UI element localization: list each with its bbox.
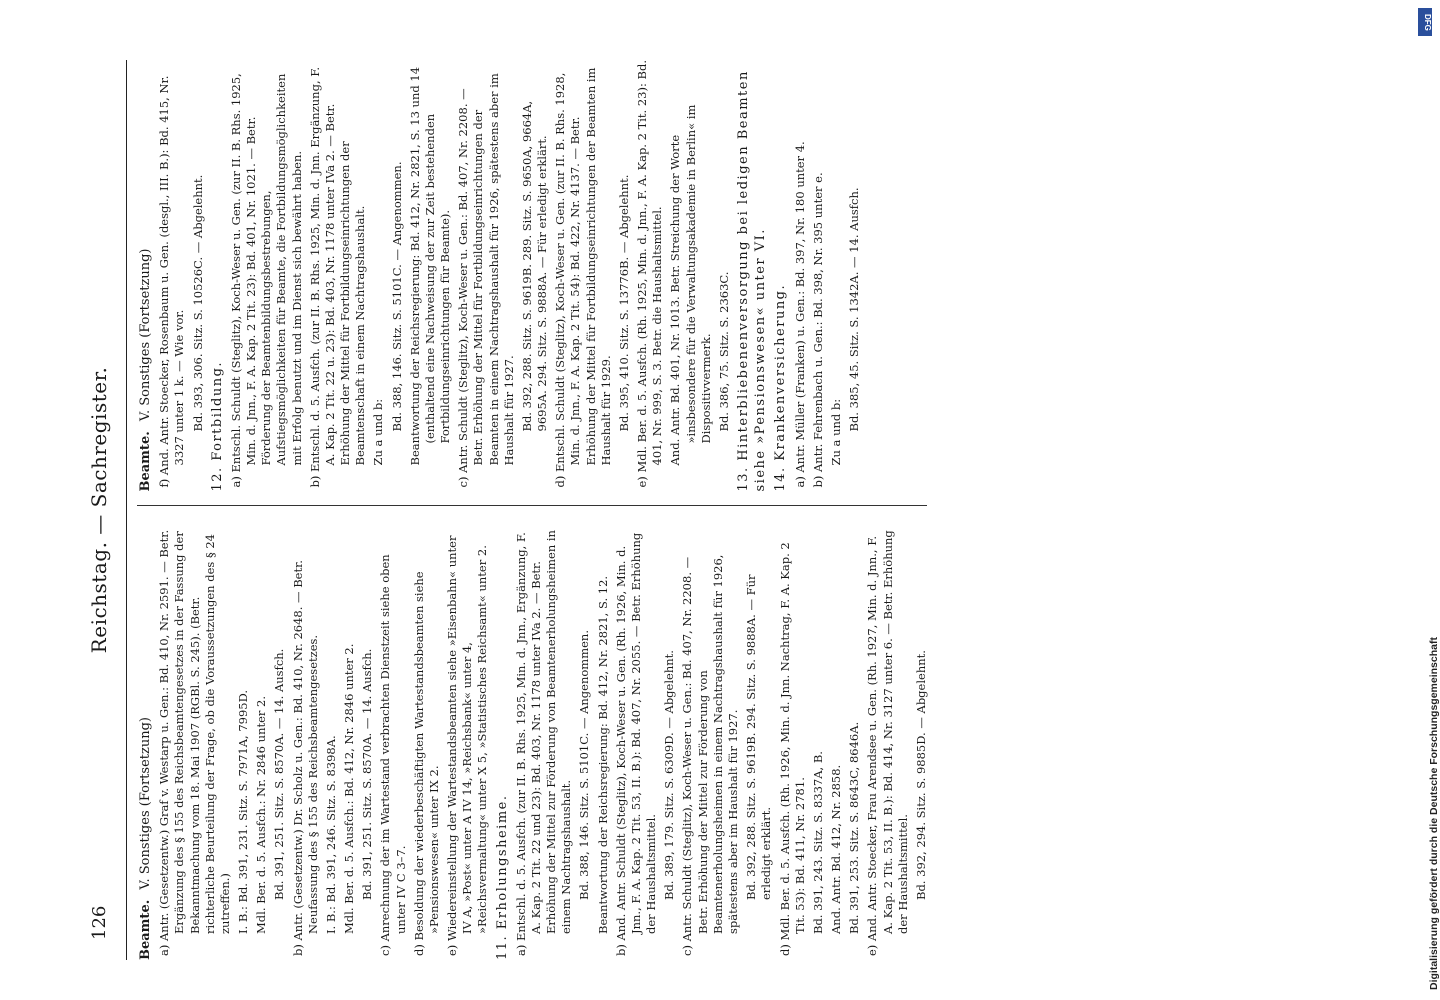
index-entry bbox=[717, 60, 732, 492]
index-entry bbox=[793, 60, 808, 492]
entry-text: Bd. 391, 253. Sitz. S. 8643C, 8646A. bbox=[847, 721, 862, 934]
entry-text: c) Anrechnung der im Wartestand verbrachten Dienstzeit siehe oben unter IV C 3–7. bbox=[378, 554, 408, 956]
index-entry bbox=[308, 60, 369, 492]
entry-text: f) And. Antr. Stoecker, Rosenbaum u. Gen. (desgl., III. B.): Bd. 415, Nr. 3327 unter 1 k. — Wie vor. bbox=[157, 75, 187, 488]
index-entry bbox=[324, 529, 339, 961]
index-entry bbox=[229, 60, 305, 492]
entry-text: Beantwortung der Reichsregierung: Bd. 412, Nr. 2821, S. 12. bbox=[595, 575, 610, 934]
entry-text: Bd. 388, 146. Sitz. S. 5101C. — Angenommen. bbox=[389, 161, 404, 432]
left-column-heading bbox=[137, 529, 154, 961]
left-heading-rest: V. Sonstiges (Fortsetzung) bbox=[138, 717, 153, 890]
entry-text: Zu a und b: bbox=[371, 398, 386, 466]
index-entry bbox=[744, 529, 774, 961]
entry-text: e) And. Antr. Stoecker, Frau Arendsee u. Gen. (Rh. 1927, Min. d. Jnn., F. A. Kap. 2 Tit. 53, II. B.): Bd. 414, Nr. 3127 unter 6. — Betr. Erhöhung der Haushaltsmittel. bbox=[865, 530, 910, 956]
entry-text: a) Antr. Müller (Franken) u. Gen.: Bd. 397, Nr. 180 unter 4. bbox=[792, 141, 807, 488]
index-entry bbox=[865, 529, 911, 961]
index-entry bbox=[412, 529, 442, 961]
index-entry bbox=[291, 529, 321, 961]
entry-text: Zu a und b: bbox=[828, 398, 843, 466]
index-entry bbox=[635, 60, 665, 492]
index-entry bbox=[811, 60, 826, 492]
columns bbox=[137, 60, 927, 960]
entry-text: 11. Erholungsheime. bbox=[494, 794, 510, 960]
index-entry bbox=[191, 60, 206, 492]
entry-text: Bd. 392, 288. Sitz. S. 9619B. 294. Sitz. S. 9888A. — Für erledigt erklärt. bbox=[744, 574, 774, 900]
section-heading bbox=[209, 60, 226, 492]
entry-text: And. Antr. Bd. 401, Nr. 1013. Betr. Streichung der Worte »insbesondere für die Verwaltungsakademie in Berlin« im Dispositivvermerk. bbox=[668, 104, 713, 466]
entry-text: Bd. 391, 251. Sitz. S. 8570A. — 14. Ausfch. bbox=[272, 648, 287, 900]
index-entry bbox=[157, 529, 233, 961]
section-heading bbox=[772, 60, 789, 492]
index-entry bbox=[778, 529, 808, 961]
entry-text: d) Entschl. Schuldt (Steglitz), Koch-Weser u. Gen. (zur II. B. Rhs. 1928, Min. d. Jnn., F. A. Kap. 2 Tit. 54): Bd. 422, Nr. 4137. — Betr. Erhöhung der Mittel für Fortbildungseinrichtungen der Beamten im Haushalt für 1929. bbox=[553, 67, 613, 488]
entry-text: 13. Hinterbliebenenversorgung bei ledigen Beamten siehe »Pensionswesen« unter VI. bbox=[736, 70, 769, 492]
entry-text: I. B.: Bd. 391, 246. Sitz. S. 8398A. bbox=[323, 735, 338, 934]
index-entry bbox=[390, 60, 405, 492]
digitization-sidebar bbox=[1398, 0, 1440, 1000]
entry-text: b) Antr. Fehrenbach u. Gen.: Bd. 398, Nr. 395 unter e. bbox=[810, 172, 825, 488]
entry-text: Mdl. Ber. d. 5. Ausfch.: Nr. 2846 unter 2. bbox=[254, 695, 269, 934]
index-entry bbox=[272, 529, 287, 961]
digitization-note: Digitalisierung gefördert durch die Deutsche Forschungsgemeinschaft bbox=[1428, 637, 1440, 990]
entry-text: Bd. 391, 251. Sitz. S. 8570A. — 14. Ausfch. bbox=[360, 648, 375, 900]
entry-text: d) Besoldung der wiederbeschäftigten Wartestandsbeamten siehe »Pensionswesen« unter IX 2. bbox=[411, 571, 441, 956]
index-entry bbox=[811, 529, 826, 961]
entry-text: 14. Krankenversicherung. bbox=[773, 283, 789, 492]
entry-text: I. B.: Bd. 391, 231. Sitz. S. 7971A, 7995D. bbox=[236, 689, 251, 934]
entry-text: d) Mdl. Ber. d. 5. Ausfch. (Rh. 1926, Min. d. Jnn. Nachtrag, F. A. Kap. 2 Tit. 53): Bd. 411, Nr. 2781. bbox=[777, 542, 807, 956]
right-heading-rest: V. Sonstiges (Fortsetzung) bbox=[138, 248, 153, 422]
index-entry bbox=[360, 529, 375, 961]
entry-text: Bd. 392, 288. Sitz. S. 9619B. 289. Sitz. S. 9650A, 9664A, 9695A. 294. Sitz. S. 9888A. — Für erledigt erklärt. bbox=[519, 100, 550, 432]
index-entry bbox=[829, 60, 844, 492]
left-heading-bold: Beamte. bbox=[138, 899, 153, 960]
page-number: 126 bbox=[89, 905, 110, 940]
entry-text: Bd. 388, 146. Sitz. S. 5101C. — Angenommen. bbox=[577, 630, 592, 900]
index-entry bbox=[914, 529, 929, 961]
entry-text: a) Entschl. d. 5. Ausfch. (zur II. B. Rhs. 1925, Min. d. Jnn., Ergänzung, F. A. Kap. 2 Tit. 22 und 23): Bd. 403, Nr. 1178 unter IVa 2. — Betr. Erhöhung der Mittel zur Förderung von Beamtenerholungsheimen in einem Nachtragshaushalt. bbox=[513, 530, 574, 956]
index-entry bbox=[378, 529, 408, 961]
entry-text: a) Antr. (Gesetzentw.) Graf v. Westarp u. Gen.: Bd. 410, Nr. 2591. — Betr. Ergänzung des § 155 des Reichsbeamtengesetzes in der Fassung der Bekanntmachung vom 18. Mai 1907 (RGBl. S. 245). (Betr. richterliche Beurteilung der Frage, ob die Voraussetzungen des § 24 zutreffen.) bbox=[157, 529, 232, 956]
index-entry bbox=[617, 60, 632, 492]
index-entry bbox=[596, 529, 611, 961]
index-entry bbox=[662, 529, 677, 961]
dfg-logo: DFG bbox=[1418, 8, 1432, 36]
index-entry bbox=[668, 60, 714, 492]
entry-text: e) Wiedereinstellung der Wartestandsbeamten siehe »Eisenbahn« unter IV A, »Post« unter A IV 14, »Reichsbank« unter 4, »Reichsvermaltung« unter X 5, »Statistisches Reichsamt« unter 2. bbox=[445, 535, 490, 956]
page-header bbox=[80, 60, 127, 960]
entry-text: Beantwortung der Reichsregierung: Bd. 412, Nr. 2821, S. 13 und 14 (enthaltend eine Nachweisung der zur Zeit bestehenden Fortbildungseinrichtungen für Beamte). bbox=[407, 66, 453, 466]
index-entry bbox=[157, 60, 187, 492]
right-heading-bold: Beamte. bbox=[138, 431, 153, 492]
entry-text: b) Antr. (Gesetzentw.) Dr. Scholz u. Gen.: Bd. 410, Nr. 2648. — Betr. Neufassung des § 155 des Reichsbeamtengesetzes. bbox=[290, 560, 320, 956]
right-column-heading bbox=[137, 60, 154, 492]
index-entry bbox=[553, 60, 614, 492]
entry-text: Bd. 393, 306. Sitz. S. 10526C. — Abgelehnt. bbox=[190, 174, 205, 432]
entry-text: c) Antr. Schuldt (Steglitz), Koch-Weser u. Gen.: Bd. 407, Nr. 2208. — Betr. Erhöhung der Mittel für Fortbildungseinrichtungen der Beamten in einem Nachtragshaushalt für 1926, spätestens aber im Haushalt für 1927. bbox=[456, 73, 516, 488]
index-entry bbox=[847, 529, 862, 961]
index-entry bbox=[520, 60, 550, 492]
index-entry bbox=[514, 529, 575, 961]
index-entry bbox=[445, 529, 491, 961]
section-heading bbox=[494, 529, 511, 961]
index-entry bbox=[342, 529, 357, 961]
right-column bbox=[137, 60, 927, 507]
entry-text: c) Antr. Schuldt (Steglitz), Koch-Weser u. Gen.: Bd. 407, Nr. 2208. — Betr. Erhöhung der Mittel zur Förderung von Beamtenerholungsheimen in einem Nachtragshaushalt für 1926, spätestens aber im Haushalt für 1927. bbox=[680, 554, 740, 956]
entry-text: Bd. 389, 179. Sitz. S. 6309D. — Abgelehnt. bbox=[662, 650, 677, 900]
index-entry bbox=[371, 60, 386, 492]
entry-text: b) And. Antr. Schuldt (Steglitz), Koch-Weser u. Gen. (Rh. 1926, Min. d. Jnn., F. A. Kap. 2 Tit. 53, II. B.): Bd. 407, Nr. 2055. — Betr. Erhöhung der Haushaltsmittel. bbox=[613, 532, 659, 956]
entry-text: And. Antr. Bd. 412, Nr. 2858. bbox=[829, 764, 844, 934]
entry-text: Bd. 385, 45. Sitz. S. 1342A. — 14. Ausfch. bbox=[847, 187, 862, 432]
index-entry bbox=[456, 60, 517, 492]
entry-text: Mdl. Ber. d. 5. Ausfch.: Bd. 412, Nr. 2846 unter 2. bbox=[342, 643, 357, 934]
index-entry bbox=[829, 529, 844, 961]
running-title: Reichstag. — Sachregister. bbox=[87, 366, 111, 654]
index-entry bbox=[254, 529, 269, 961]
section-heading bbox=[735, 60, 769, 492]
index-entry bbox=[408, 60, 454, 492]
index-entry bbox=[680, 529, 741, 961]
entry-text: b) Entschl. d. 5. Ausfch. (zur II. B. Rhs. 1925, Min. d. Jnn. Ergänzung, F. A. Kap. 2 Tit. 22 u. 23): Bd. 403, Nr. 1178 unter IVa 2. — Betr. Erhöhung der Mittel für Fortbildungseinrichtungen der Beamtenschaft in einem Nachtragshaushalt. bbox=[307, 66, 368, 488]
index-entry bbox=[577, 529, 592, 961]
entry-text: Bd. 392, 294. Sitz. S. 9885D. — Abgelehnt. bbox=[913, 650, 928, 900]
index-entry bbox=[236, 529, 251, 961]
entry-text: e) Mdl. Ber. d. 5. Ausfch. (Rh. 1925, Min. d. Jnn., F. A. Kap. 2 Tit. 23): Bd. 401, Nr. 999, S. 3. Betr. die Haushaltsmittel. bbox=[635, 60, 665, 488]
entry-text: 12. Fortbildung. bbox=[209, 360, 225, 492]
document-page bbox=[80, 0, 940, 1000]
index-entry bbox=[614, 529, 660, 961]
entry-text: Bd. 395, 410. Sitz. S. 13776B. — Abgelehnt. bbox=[616, 174, 631, 432]
entry-text: Bd. 386, 75. Sitz. S. 2363C. bbox=[716, 271, 731, 432]
entry-text: a) Entschl. Schuldt (Steglitz), Koch-Weser u. Gen. (zur II. B. Rhs. 1925, Min. d. Jnn., F. A. Kap. 2 Tit. 23): Bd. 401, Nr. 1021. — Betr. Förderung der Beamtenbildungsbestrebungen, Aufstiegsmöglichkeiten für Beamte, die Fortbildungsmöglichkeiten mit Erfolg benutzt und im Dienst sich bewährt haben. bbox=[228, 73, 304, 488]
left-column bbox=[137, 529, 927, 961]
index-entry bbox=[847, 60, 862, 492]
entry-text: Bd. 391, 243. Sitz. S. 8337A, B. bbox=[810, 751, 825, 934]
